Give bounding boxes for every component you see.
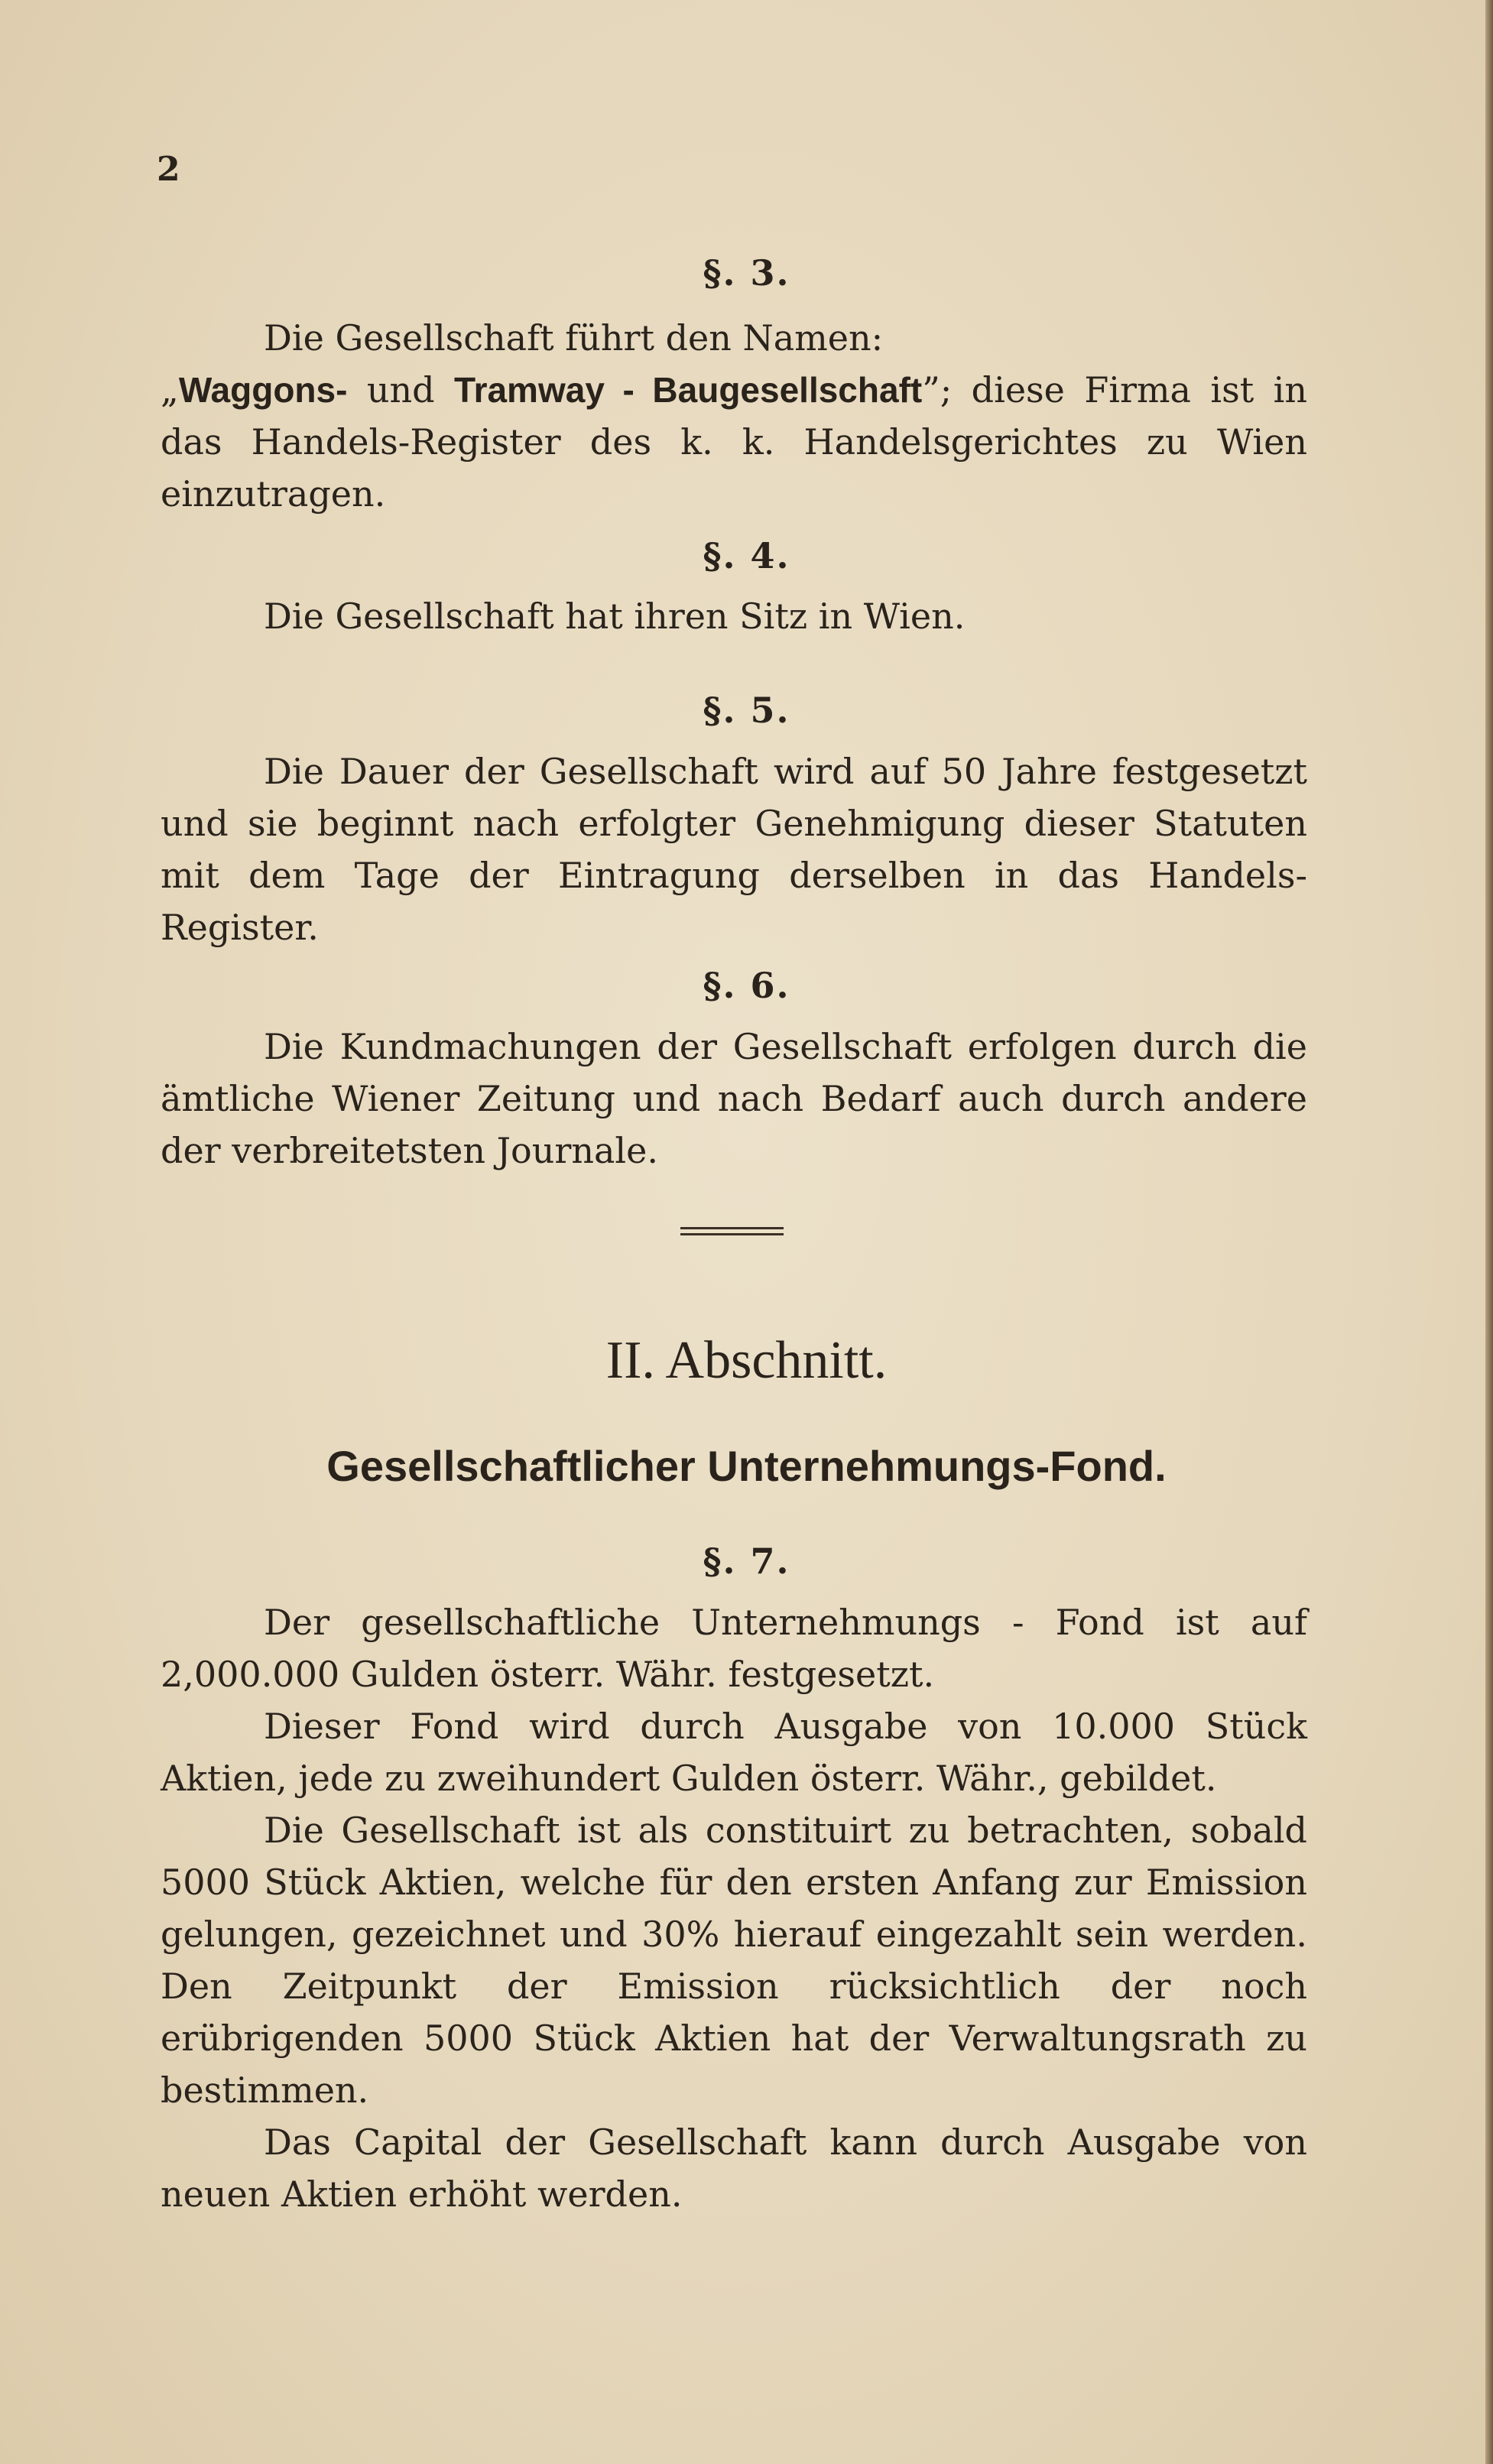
section-4-text: Die Gesellschaft hat ihren Sitz in Wien. [264, 596, 966, 637]
name-tramway: Tramway - Baugesellschaft [454, 370, 923, 410]
name-waggons: Waggons- [178, 370, 348, 410]
section-7-heading: §. 7. [703, 1540, 790, 1582]
section-3-intro: Die Gesellschaft führt den Namen: [264, 317, 884, 359]
section-3-company-name [161, 364, 1307, 520]
section-7-paragraph-1: Der gesellschaftliche Unternehmungs - Fond ist auf 2,000.000 Gulden österr. Währ. festgesetzt. [161, 1602, 1307, 1695]
section-3-heading: §. 3. [703, 252, 790, 294]
section-7-paragraph-2: Dieser Fond wird durch Ausgabe von 10.000 Stück Aktien, jede zu zweihundert Gulden österr. Währ., gebildet. [161, 1706, 1307, 1799]
double-rule-separator [680, 1227, 784, 1236]
section-7-paragraph-4: Das Capital der Gesellschaft kann durch Ausgabe von neuen Aktien erhöht werden. [161, 2122, 1307, 2215]
section-5-heading: §. 5. [703, 690, 790, 731]
section-3-rest: ”; diese Firma ist in das Handels-Register des k. k. Handelsgerichtes zu Wien einzutragen. [161, 369, 1307, 515]
page-number: 2 [157, 150, 180, 189]
section-7-paragraph-3: Die Gesellschaft ist als constituirt zu betrachten, sobald 5000 Stück Aktien, welche für den ersten Anfang zur Emission gelungen, gezeichnet und 30% hierauf eingezahlt sein werden. Den Zeitpunkt der Emission rücksichtlich der noch erübrigenden 5000 Stück Aktien hat der Verwaltungsrath zu bestimmen. [161, 1810, 1307, 2111]
section-6-heading: §. 6. [703, 965, 790, 1006]
section-5-text: Die Dauer der Gesellschaft wird auf 50 Jahre festgesetzt und sie beginnt nach erfolgter Genehmigung dieser Statuten mit dem Tage der Eintragung derselben in das Handels-Register. [161, 751, 1307, 948]
section-6-text: Die Kundmachungen der Gesellschaft erfolgen durch die ämtliche Wiener Zeitung und nach Bedarf auch durch andere der verbreitetsten Journale. [161, 1026, 1307, 1171]
chapter-title: II. Abschnitt. [605, 1331, 888, 1390]
quote-open: „ [161, 369, 179, 411]
name-und: und [347, 369, 455, 411]
page-edge [1485, 0, 1493, 2464]
chapter-subtitle: Gesellschaftlicher Unternehmungs-Fond. [326, 1442, 1167, 1490]
section-4-heading: §. 4. [703, 535, 790, 576]
